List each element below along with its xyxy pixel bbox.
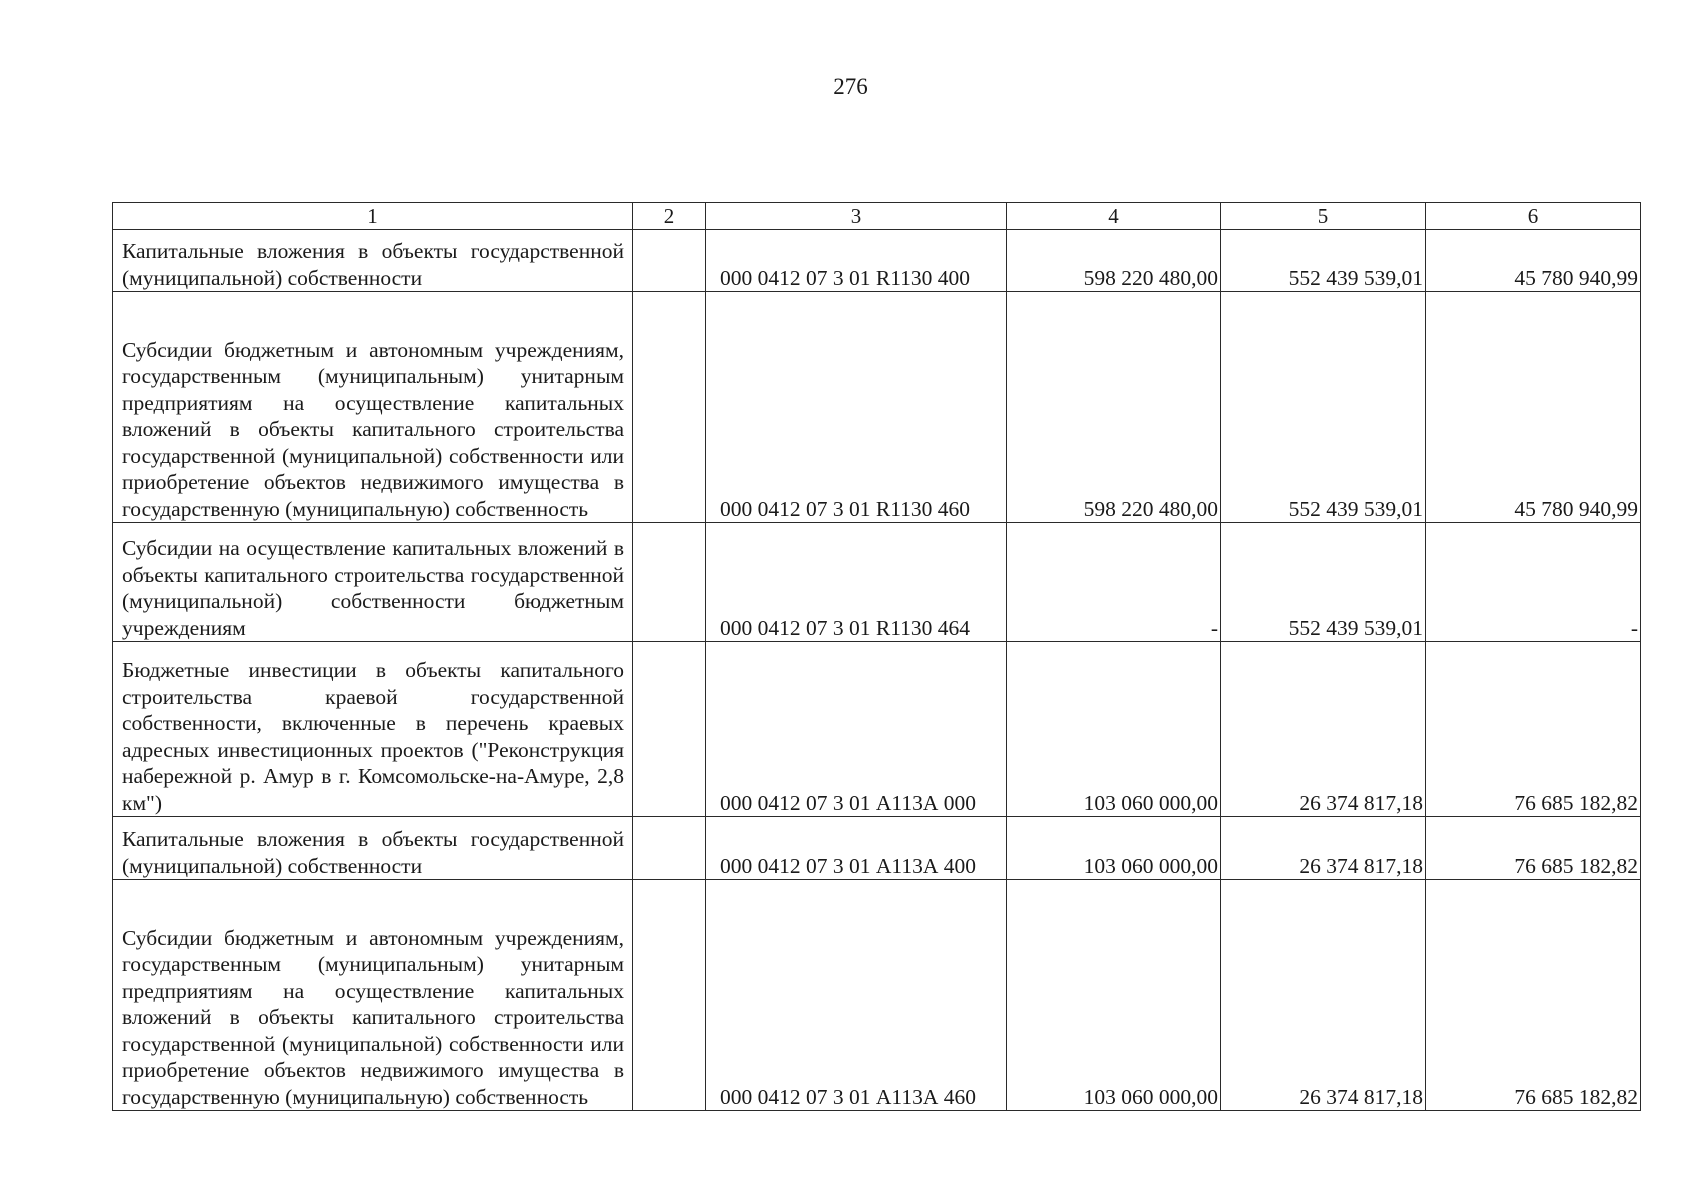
row-code: 000 0412 07 3 01 R1130 460 bbox=[706, 292, 1007, 523]
row-col2 bbox=[633, 642, 706, 817]
column-header-6: 6 bbox=[1426, 203, 1641, 230]
row-code: 000 0412 07 3 01 А113А 460 bbox=[706, 880, 1007, 1111]
table-row bbox=[113, 230, 1641, 292]
row-col5: 26 374 817,18 bbox=[1221, 642, 1426, 817]
column-header-3: 3 bbox=[706, 203, 1007, 230]
row-description: Бюджетные инвестиции в объекты капитального строительства краевой государственной собственности, включенные в перечень краевых адресных инвестиционных проектов ("Реконструкция набережной р. Амур в г. Комсомольске-на-Амуре, 2,8 км") bbox=[113, 642, 633, 817]
budget-table bbox=[112, 202, 1641, 1111]
row-col4: 103 060 000,00 bbox=[1007, 880, 1221, 1111]
row-col5: 552 439 539,01 bbox=[1221, 523, 1426, 642]
row-col2 bbox=[633, 292, 706, 523]
column-header-5: 5 bbox=[1221, 203, 1426, 230]
row-code: 000 0412 07 3 01 А113А 000 bbox=[706, 642, 1007, 817]
table-row bbox=[113, 292, 1641, 523]
row-col4: 103 060 000,00 bbox=[1007, 642, 1221, 817]
column-header-1: 1 bbox=[113, 203, 633, 230]
row-description: Капитальные вложения в объекты государственной (муниципальной) собственности bbox=[113, 230, 633, 292]
row-col6: 76 685 182,82 bbox=[1426, 880, 1641, 1111]
row-description: Субсидии на осуществление капитальных вложений в объекты капитального строительства государственной (муниципальной) собственности бюджетным учреждениям bbox=[113, 523, 633, 642]
row-col6: 76 685 182,82 bbox=[1426, 817, 1641, 880]
row-description: Субсидии бюджетным и автономным учреждениям, государственным (муниципальным) унитарным предприятиям на осуществление капитальных вложений в объекты капитального строительства государственной (муниципальной) собственности или приобретение объектов недвижимого имущества в государственную (муниципальную) собственность bbox=[113, 880, 633, 1111]
table-row bbox=[113, 523, 1641, 642]
row-code: 000 0412 07 3 01 R1130 400 bbox=[706, 230, 1007, 292]
column-header-2: 2 bbox=[633, 203, 706, 230]
table-row bbox=[113, 817, 1641, 880]
row-description: Субсидии бюджетным и автономным учреждениям, государственным (муниципальным) унитарным предприятиям на осуществление капитальных вложений в объекты капитального строительства государственной (муниципальной) собственности или приобретение объектов недвижимого имущества в государственную (муниципальную) собственность bbox=[113, 292, 633, 523]
row-code: 000 0412 07 3 01 А113А 400 bbox=[706, 817, 1007, 880]
table-row bbox=[113, 642, 1641, 817]
row-col6: 45 780 940,99 bbox=[1426, 292, 1641, 523]
row-col5: 552 439 539,01 bbox=[1221, 230, 1426, 292]
row-col5: 26 374 817,18 bbox=[1221, 880, 1426, 1111]
row-col5: 552 439 539,01 bbox=[1221, 292, 1426, 523]
page-number: 276 bbox=[833, 74, 868, 99]
row-col2 bbox=[633, 523, 706, 642]
table-header-row bbox=[113, 203, 1641, 230]
row-col5: 26 374 817,18 bbox=[1221, 817, 1426, 880]
row-description: Капитальные вложения в объекты государственной (муниципальной) собственности bbox=[113, 817, 633, 880]
row-col4: - bbox=[1007, 523, 1221, 642]
row-col6: 45 780 940,99 bbox=[1426, 230, 1641, 292]
row-col6: 76 685 182,82 bbox=[1426, 642, 1641, 817]
row-col4: 598 220 480,00 bbox=[1007, 292, 1221, 523]
row-code: 000 0412 07 3 01 R1130 464 bbox=[706, 523, 1007, 642]
row-col6: - bbox=[1426, 523, 1641, 642]
row-col4: 598 220 480,00 bbox=[1007, 230, 1221, 292]
row-col2 bbox=[633, 817, 706, 880]
column-header-4: 4 bbox=[1007, 203, 1221, 230]
row-col4: 103 060 000,00 bbox=[1007, 817, 1221, 880]
row-col2 bbox=[633, 230, 706, 292]
table-row bbox=[113, 880, 1641, 1111]
row-col2 bbox=[633, 880, 706, 1111]
